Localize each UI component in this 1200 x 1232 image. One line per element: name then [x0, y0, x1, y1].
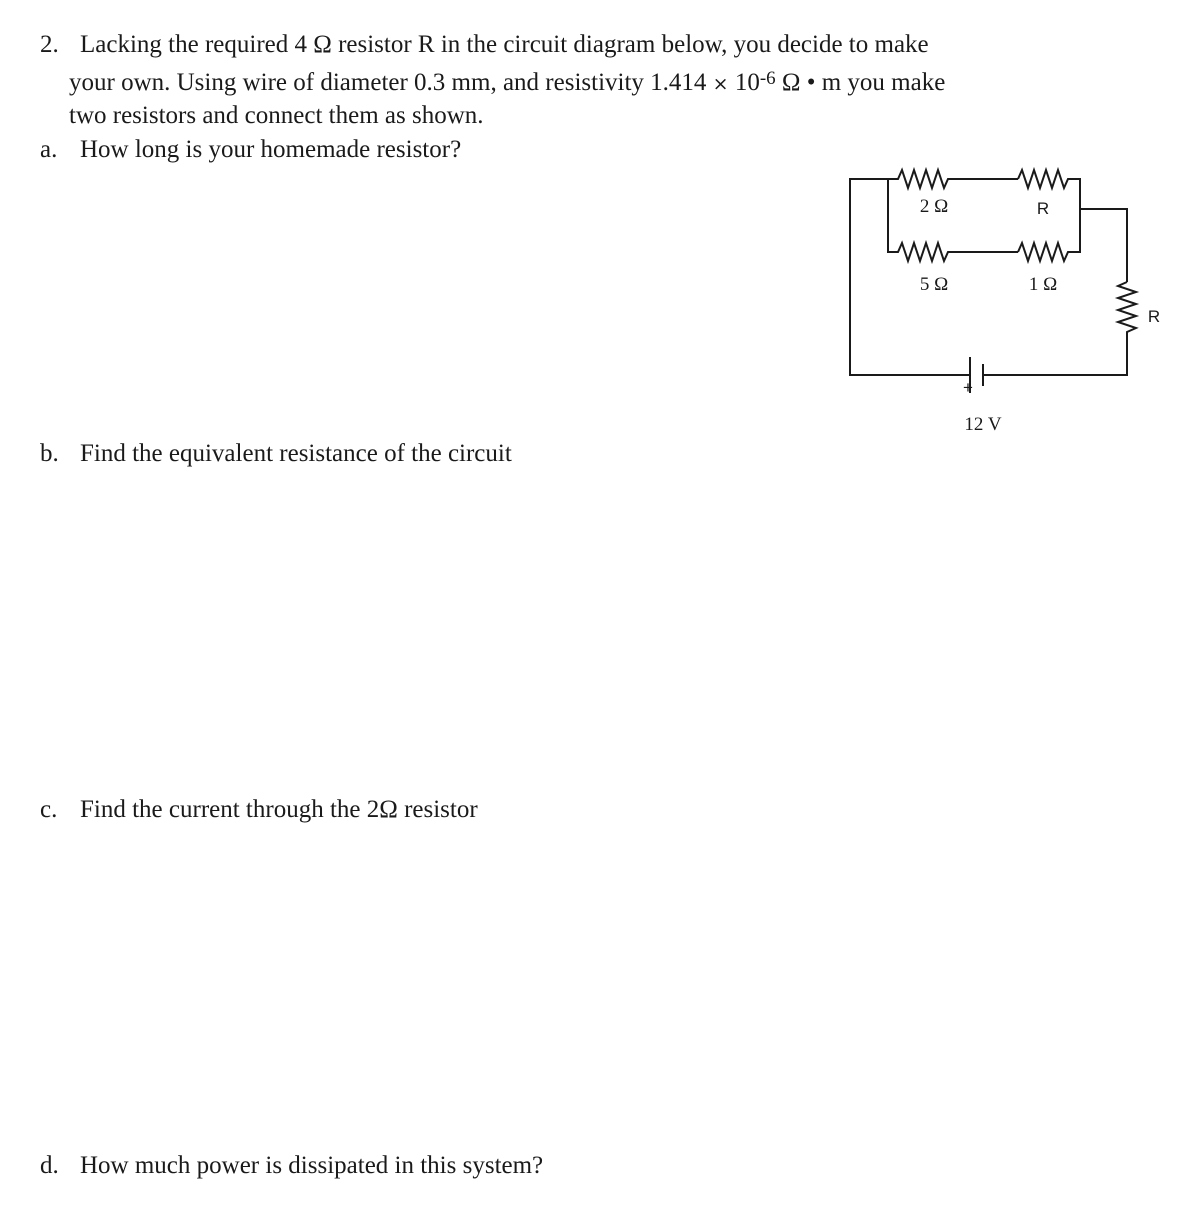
part-c-marker: c. — [40, 796, 58, 823]
part-a-marker: a. — [40, 136, 58, 163]
question-line-1 — [40, 30, 929, 60]
exponent: -6 — [759, 68, 776, 89]
question-line-2 — [69, 68, 945, 100]
question-number: 2. — [40, 31, 59, 58]
part-d-text: How much power is dissipated in this system? — [80, 1152, 544, 1179]
label-5-ohm: 5 Ω — [919, 274, 949, 295]
right-wire — [1080, 209, 1127, 282]
label-r-top: R — [1036, 199, 1050, 218]
part-c-text: Find the current through the 2Ω resistor — [80, 796, 478, 823]
part-c — [40, 795, 478, 825]
question-line-3: two resistors and connect them as shown. — [69, 102, 484, 129]
resistor-r-side — [990, 282, 1136, 375]
question-text-2-end: Ω • m you make — [781, 69, 946, 96]
left-wire — [850, 179, 970, 375]
question-text-1: Lacking the required 4 Ω resistor R in the circuit diagram below, you decide to make — [80, 31, 929, 58]
circuit-diagram — [840, 150, 1180, 450]
part-a-text: How long is your homemade resistor? — [80, 136, 462, 163]
part-d-marker: d. — [40, 1152, 59, 1179]
part-a — [40, 135, 461, 165]
battery-plus-sign: + — [963, 378, 973, 397]
question-text-2: your own. Using wire of diameter 0.3 mm, and resistivity 1.414 — [69, 69, 707, 96]
label-2-ohm: 2 Ω — [919, 196, 949, 217]
label-1-ohm: 1 Ω — [1028, 274, 1058, 295]
exponent-base: 10 — [734, 69, 760, 96]
part-d — [40, 1151, 543, 1181]
part-b — [40, 439, 512, 469]
resistor-5-ohm — [888, 179, 1018, 261]
label-r-side: R — [1147, 307, 1161, 326]
part-b-text: Find the equivalent resistance of the circuit — [80, 440, 512, 467]
battery-voltage-label: 12 V — [964, 414, 1002, 435]
times-symbol: × — [712, 73, 729, 95]
resistor-2-ohm — [888, 170, 1018, 188]
part-b-marker: b. — [40, 440, 59, 467]
